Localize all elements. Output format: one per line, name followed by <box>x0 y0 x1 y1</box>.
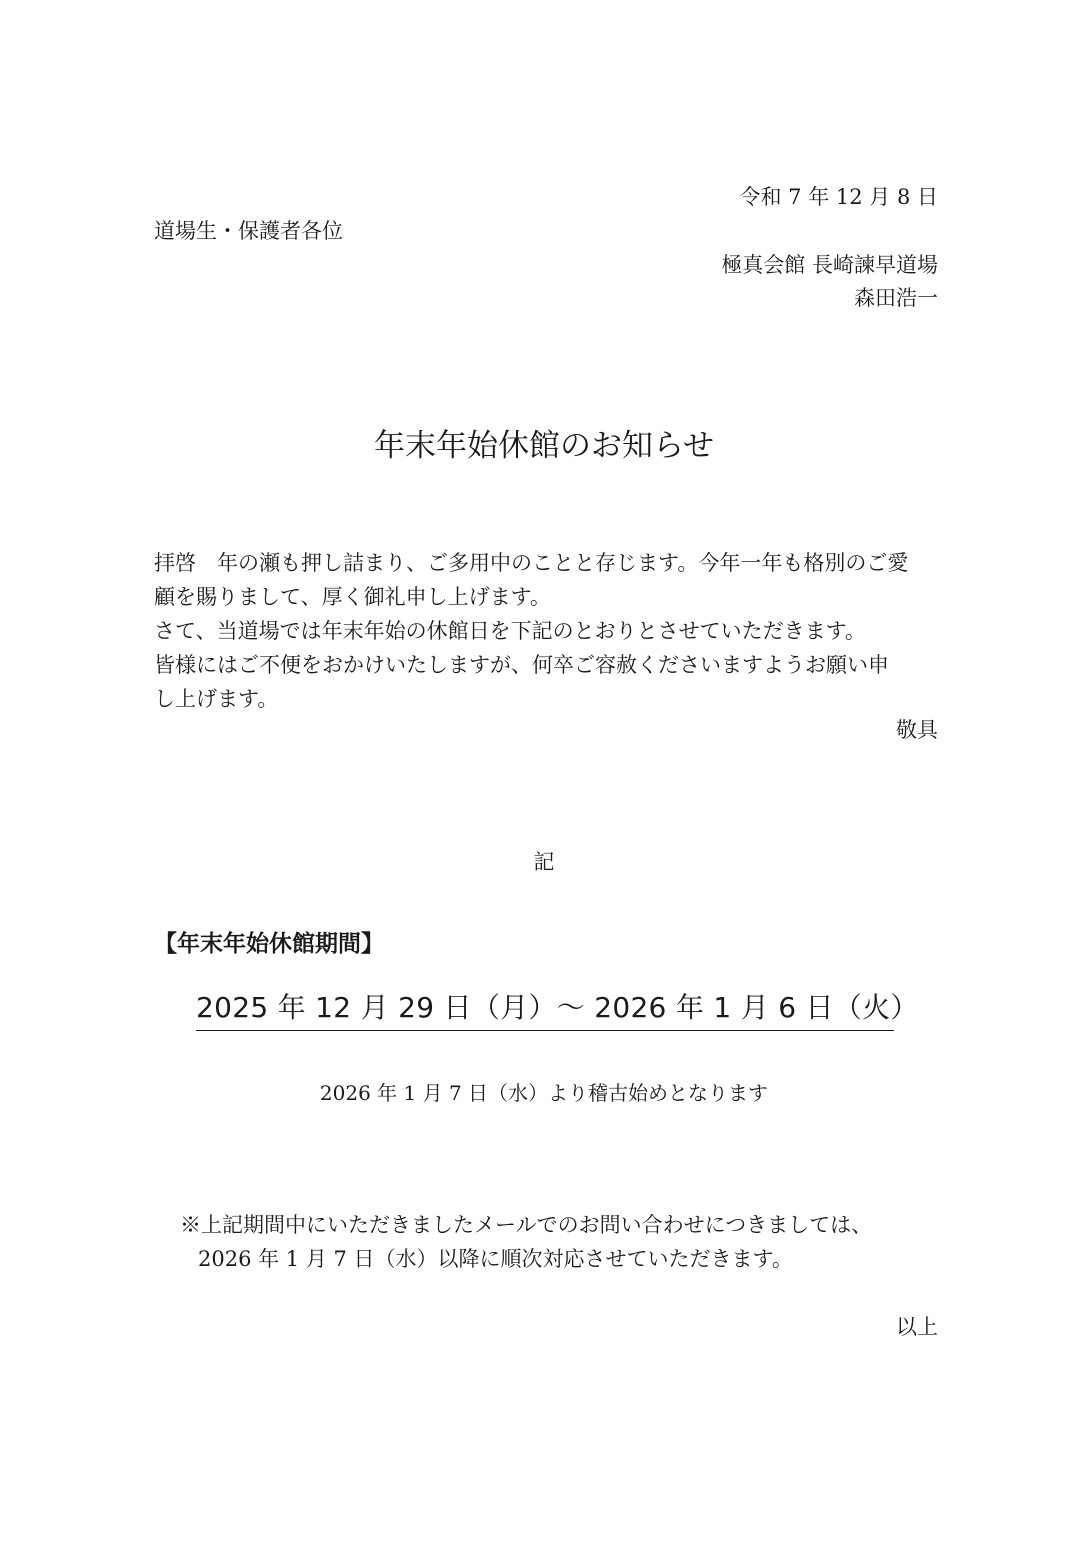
closure-period-heading: 【年末年始休館期間】 <box>154 931 384 957</box>
ki-marker: 記 <box>533 850 555 874</box>
body-line: 皆様にはご不便をおかけいたしますが、何卒ご容赦くださいますようお願い申 <box>154 653 889 677</box>
note-line: ※上記期間中にいただきましたメールでのお問い合わせにつきましては、 <box>180 1213 873 1237</box>
end-marker: 以上 <box>896 1315 938 1339</box>
body-paragraph <box>154 546 944 716</box>
email-inquiry-note <box>180 1208 872 1276</box>
closing-keigu: 敬具 <box>896 718 938 742</box>
note-line: 2026 年 1 月 7 日（水）以降に順次対応させていただきます。 <box>198 1247 793 1271</box>
document-date: 令和 7 年 12 月 8 日 <box>739 185 938 209</box>
sender-name: 森田浩一 <box>854 286 938 310</box>
recipient: 道場生・保護者各位 <box>154 219 343 243</box>
body-line: 顧を賜りまして、厚く御礼申し上げます。 <box>154 585 551 609</box>
sender-organization: 極真会館 長崎諫早道場 <box>721 253 938 277</box>
body-line: さて、当道場では年末年始の休館日を下記のとおりとさせていただきます。 <box>154 619 866 643</box>
closure-period-dates: 2025 年 12 月 29 日（月）～ 2026 年 1 月 6 日（火） <box>196 988 894 1031</box>
document-title: 年末年始休館のお知らせ <box>373 428 715 464</box>
body-line: し上げます。 <box>154 687 279 711</box>
practice-resume-text: 2026 年 1 月 7 日（水）より稽古始めとなります <box>319 1081 769 1105</box>
body-line: 拝啓 年の瀬も押し詰まり、ご多用中のことと存じます。今年一年も格別のご愛 <box>154 551 909 575</box>
